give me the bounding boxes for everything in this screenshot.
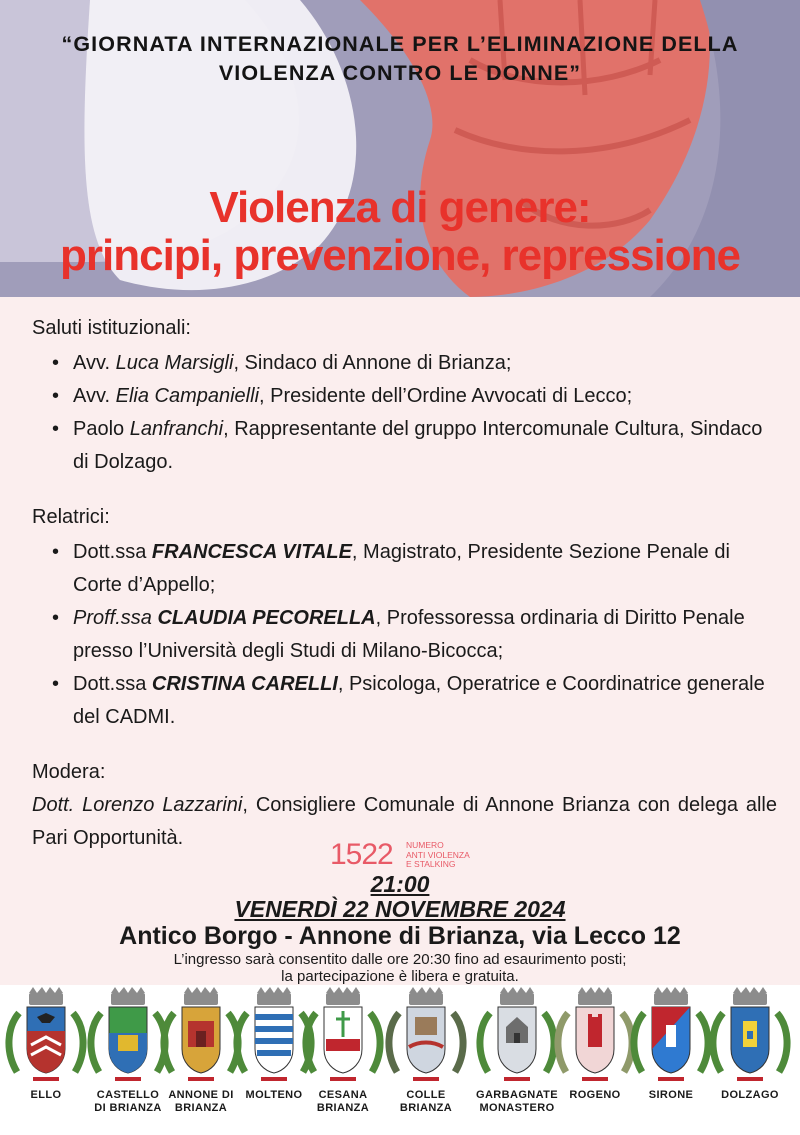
header-banner [0,0,800,297]
coat-of-arms-icon [300,987,386,1087]
speaker-name: Luca Marsigli [115,352,234,374]
list-item: • Dott.ssa FRANCESCA VITALE, Magistrato, Presidente Sezione Penale di Corte d’Appello; [73,536,777,602]
municipality-name: ANNONE DI BRIANZA [168,1089,234,1114]
list-item: • Avv. Elia Campanielli, Presidente dell’Ordine Avvocati di Lecco; [73,380,777,413]
title-line-1: Violenza di genere: [209,183,591,232]
speaker-name: FRANCESCA VITALE [151,541,352,563]
list-item: • Dott.ssa CRISTINA CARELLI, Psicologa, Operatrice e Coordinatrice generale del CADMI. [73,668,777,734]
municipality-name: COLLE BRIANZA [399,1089,453,1114]
coat-of-arms-icon [552,987,638,1087]
page-title [0,184,800,280]
municipality-name: MOLTENO [245,1089,303,1101]
municipality-name: SIRONE [648,1089,694,1101]
municipality-name: ROGENO [569,1089,621,1101]
entry-note: L’ingresso sarà consentito dalle ore 20:30 fino ad esaurimento posti; la partecipazione è libera e gratuita. [173,951,627,985]
coat-of-arms-icon [707,987,793,1087]
event-time: 21:00 [370,871,430,897]
moderator-name: Dott. Lorenzo Lazzarini [32,794,243,816]
helpline-caption: NUMERO ANTI VIOLENZA E STALKING [406,840,470,869]
coat-of-arms-icon [383,987,469,1087]
crest-sirone [628,985,714,1135]
program-content [32,312,777,855]
speaker-name: Lanfranchi [129,418,224,440]
municipality-name: CESANA BRIANZA [316,1089,370,1114]
event-date: VENERDÌ 22 NOVEMBRE 2024 [234,896,566,922]
speaker-name: CLAUDIA PECORELLA [157,607,376,629]
municipality-crests [0,985,800,1135]
crest-garbagnate-monastero [474,985,560,1135]
list-item: • Proff.ssa CLAUDIA PECORELLA, Professoressa ordinaria di Diritto Penale presso l’Università degli Studi di Milano-Bicocca; [73,602,777,668]
greetings-label: Saluti istituzionali: [32,317,191,339]
municipality-name: DOLZAGO [721,1089,779,1101]
list-item: • Avv. Luca Marsigli, Sindaco di Annone di Brianza; [73,347,777,380]
helpline-number: 1522 [330,838,393,871]
municipality-name: ELLO [30,1089,62,1101]
moderator-label: Modera: [32,761,106,783]
event-day-heading [0,30,800,88]
moderator-text: Dott. Lorenzo Lazzarini, Consigliere Comunale di Annone Brianza con delega alle Pari Opportunità. [32,794,777,849]
municipality-name: CASTELLO DI BRIANZA [94,1089,162,1114]
speakers-list [32,536,777,734]
helpline-logo [330,838,480,872]
coat-of-arms-icon [474,987,560,1087]
title-line-2: principi, prevenzione, repressione [60,231,740,280]
speakers-label: Relatrici: [32,506,110,528]
list-item: • Paolo Lanfranchi, Rappresentante del gruppo Intercomunale Cultura, Sindaco di Dolzago. [73,413,777,479]
kicker-line-2: VIOLENZA CONTRO LE DONNE” [218,61,582,85]
municipality-name: GARBAGNATE MONASTERO [475,1089,558,1114]
crest-rogeno [552,985,638,1135]
crest-colle-brianza [383,985,469,1135]
speaker-name: Elia Campanielli [115,385,260,407]
crest-dolzago [707,985,793,1135]
coat-of-arms-icon [628,987,714,1087]
coat-of-arms-icon [3,987,89,1087]
greetings-list [32,347,777,479]
event-venue: Antico Borgo - Annone di Brianza, via Lecco 12 [119,922,681,950]
speaker-name: CRISTINA CARELLI [151,673,338,695]
kicker-line-1: “GIORNATA INTERNAZIONALE PER L’ELIMINAZIONE DELLA [61,32,739,56]
